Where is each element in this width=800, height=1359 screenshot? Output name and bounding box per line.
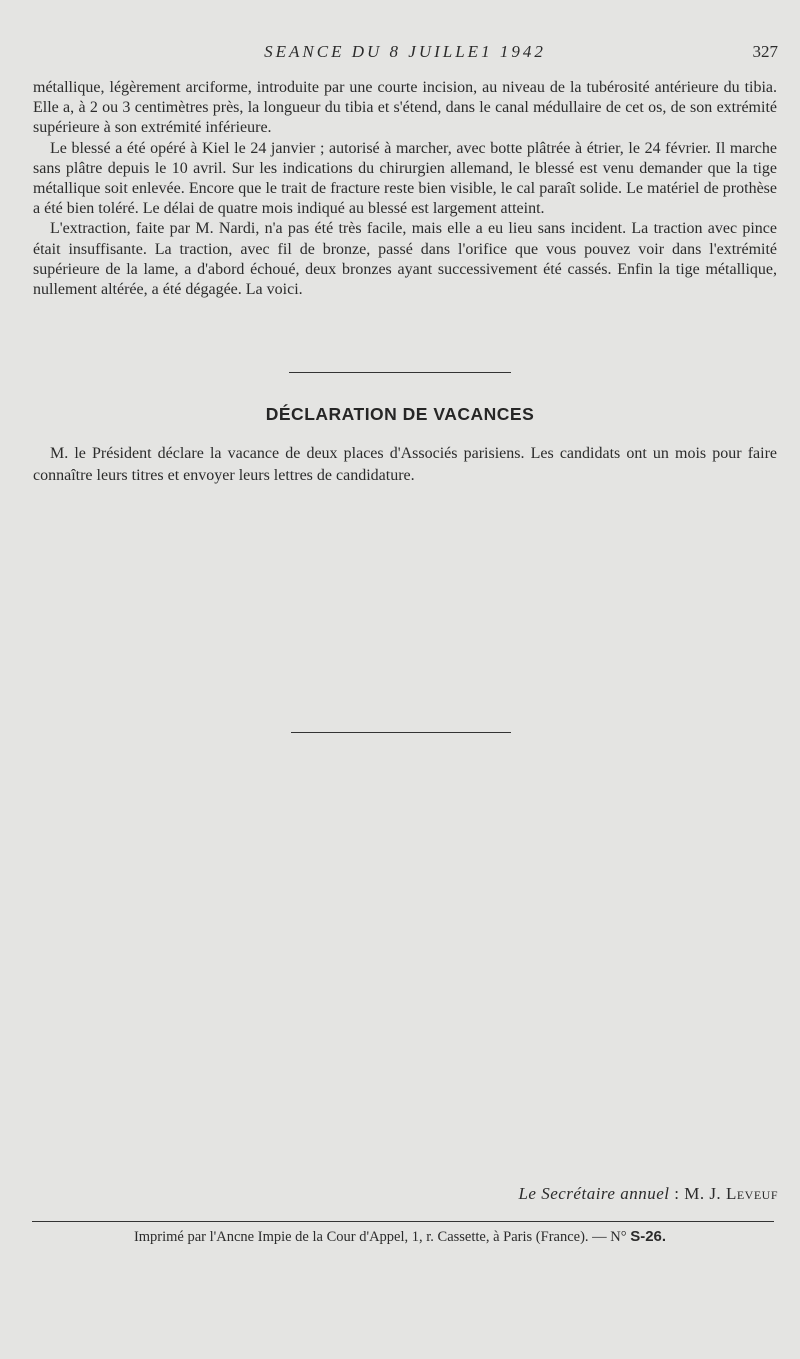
- signature-name-prefix: M. J.: [684, 1184, 726, 1203]
- paragraph-extraction: L'extraction, faite par M. Nardi, n'a pas été très facile, mais elle a eu lieu sans incident. La traction avec pince était insuffisante. La traction, avec fil de bronze, passé dans l'orifice que vous pouvez voir dans l'extrémité supérieure de la lame, a d'abord échoué, deux bronzes ayant successivement été cassés. Enfin la tige métallique, nullement altérée, a été dégagée. La voici.: [33, 220, 777, 299]
- section-title: DÉCLARATION DE VACANCES: [265, 404, 535, 424]
- running-title: SEANCE DU 8 JUILLE1 1942: [264, 42, 546, 61]
- imprint-text: Imprimé par l'Ancne Impie de la Cour d'Appel, 1, r. Cassette, à Paris (France). — N°: [133, 1229, 631, 1245]
- separator-rule-bottom: [291, 732, 511, 733]
- body-text: [33, 78, 777, 300]
- paragraph-continuation: métallique, légèrement arciforme, introduite par une courte incision, au niveau de la tubérosité antérieure du tibia. Elle a, à 2 ou 3 centimètres près, la longueur du tibia et s'étend, dans le canal médullaire de cet os, de son extrémité supérieure à son extrémité inférieure.: [33, 79, 777, 137]
- paragraph-case-report: Le blessé a été opéré à Kiel le 24 janvier ; autorisé à marcher, avec botte plâtrée à étrier, le 24 février. Il marche sans plâtre depuis le 10 avril. Sur les indications du chirurgien allemand, le blessé est venu demander que la tige métallique soit enlevée. Encore que le trait de fracture reste bien visible, le cal paraît solide. Le matériel de prothèse a été bien toléré. Le délai de quatre mois indiqué au blessé est largement atteint.: [33, 139, 777, 218]
- footer-rule: [32, 1221, 774, 1222]
- page-number: 327: [752, 42, 778, 61]
- separator-rule-top: [289, 372, 511, 373]
- signature-separator: :: [669, 1184, 685, 1203]
- signature-surname: Leveuf: [725, 1184, 778, 1203]
- declaration-text: [33, 443, 777, 487]
- imprint-number: S-26.: [630, 1228, 667, 1245]
- signature-role: Le Secrétaire annuel: [518, 1184, 670, 1203]
- running-head: [32, 42, 778, 66]
- declaration-paragraph: M. le Président déclare la vacance de deux places d'Associés parisiens. Les candidats ont un mois pour faire connaître leurs titres et envoyer leurs lettres de candidature.: [33, 445, 777, 484]
- signature: [518, 1184, 778, 1204]
- printer-imprint: [0, 1228, 800, 1246]
